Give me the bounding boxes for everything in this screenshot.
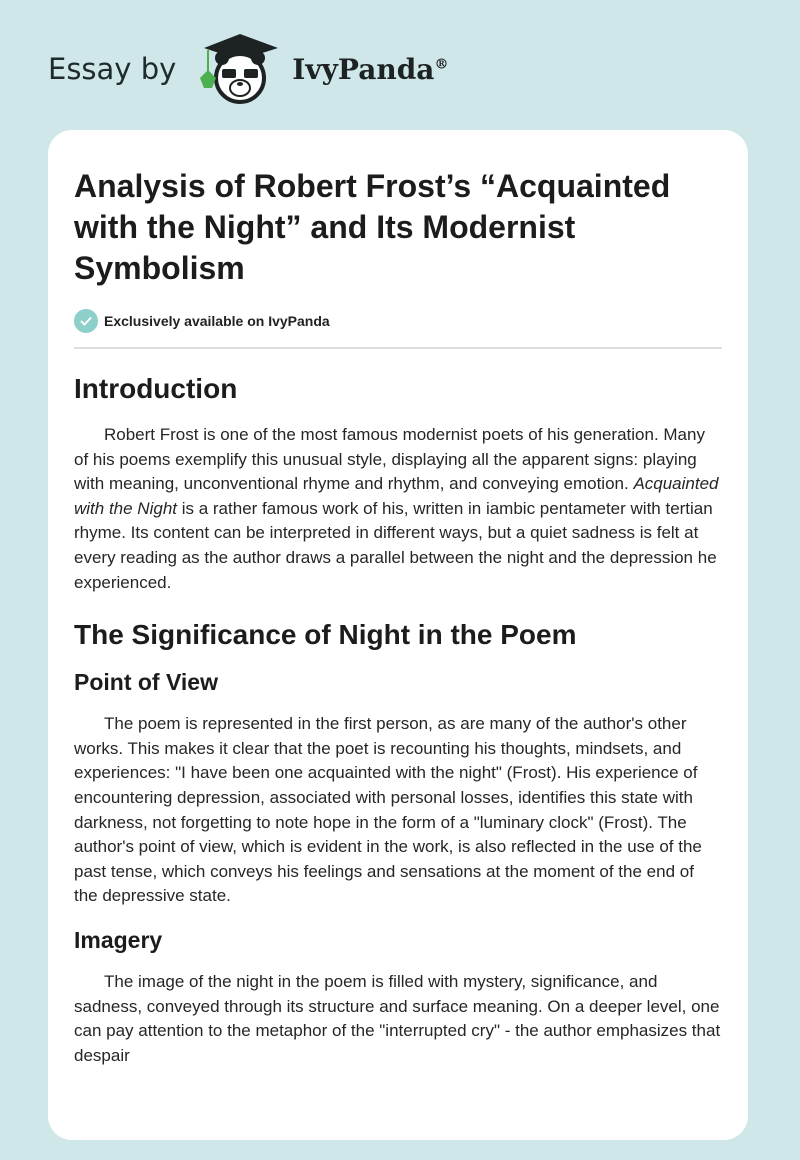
site-header xyxy=(48,36,448,102)
check-icon xyxy=(74,309,98,333)
essay-card xyxy=(48,130,748,1140)
badge-text: Exclusively available on IvyPanda xyxy=(104,313,330,329)
brand-name: IvyPanda® xyxy=(292,52,449,86)
heading-introduction: Introduction xyxy=(74,373,238,404)
panda-logo-icon[interactable] xyxy=(194,34,286,104)
heading-imagery: Imagery xyxy=(74,926,163,953)
intro-paragraph: Robert Frost is one of the most famous modernist poets of his generation. Many of his poems exemplify this unusual style, displaying all the apparent signs: playing with meaning, unconventional rhyme and rhythm, and conveying emotion. Acquainted with the Night is a rather famous work of his, written in iambic pentameter with tertian rhyme. Its content can be interpreted in different ways, but a quiet sadness is felt at every reading as the author draws a parallel between the night and the depression he experienced. xyxy=(74,425,719,592)
imagery-paragraph: The image of the night in the poem is filled with mystery, significance, and sadness, conveyed through its structure and surface meaning. On a deeper level, one can pay attention to the metaphor of the "interrupted cry" - the author emphasizes that despair xyxy=(74,971,721,1065)
essay-by-label: Essay by xyxy=(48,52,177,86)
pov-paragraph: The poem is represented in the first person, as are many of the author's other works. This makes it clear that the poet is recounting his thoughts, mindsets, and experiences: "I have been one acquainted with the night" (Frost). His experience of encountering depression, associated with personal losses, identifies this state with darkness, not forgetting to note hope in the form of a "luminary clock" (Frost). The author's point of view, which is evident in the work, is also reflected in the use of the past tense, which conveys his feelings and sensations at the moment of the end of the depressive state. xyxy=(74,714,702,906)
exclusive-badge xyxy=(74,309,722,333)
heading-significance: The Significance of Night in the Poem xyxy=(74,619,577,651)
page-title: Analysis of Robert Frost’s “Acquainted with the Night” and Its Modernist Symbolism xyxy=(74,168,671,286)
heading-point-of-view: Point of View xyxy=(74,669,218,696)
divider xyxy=(74,347,722,349)
